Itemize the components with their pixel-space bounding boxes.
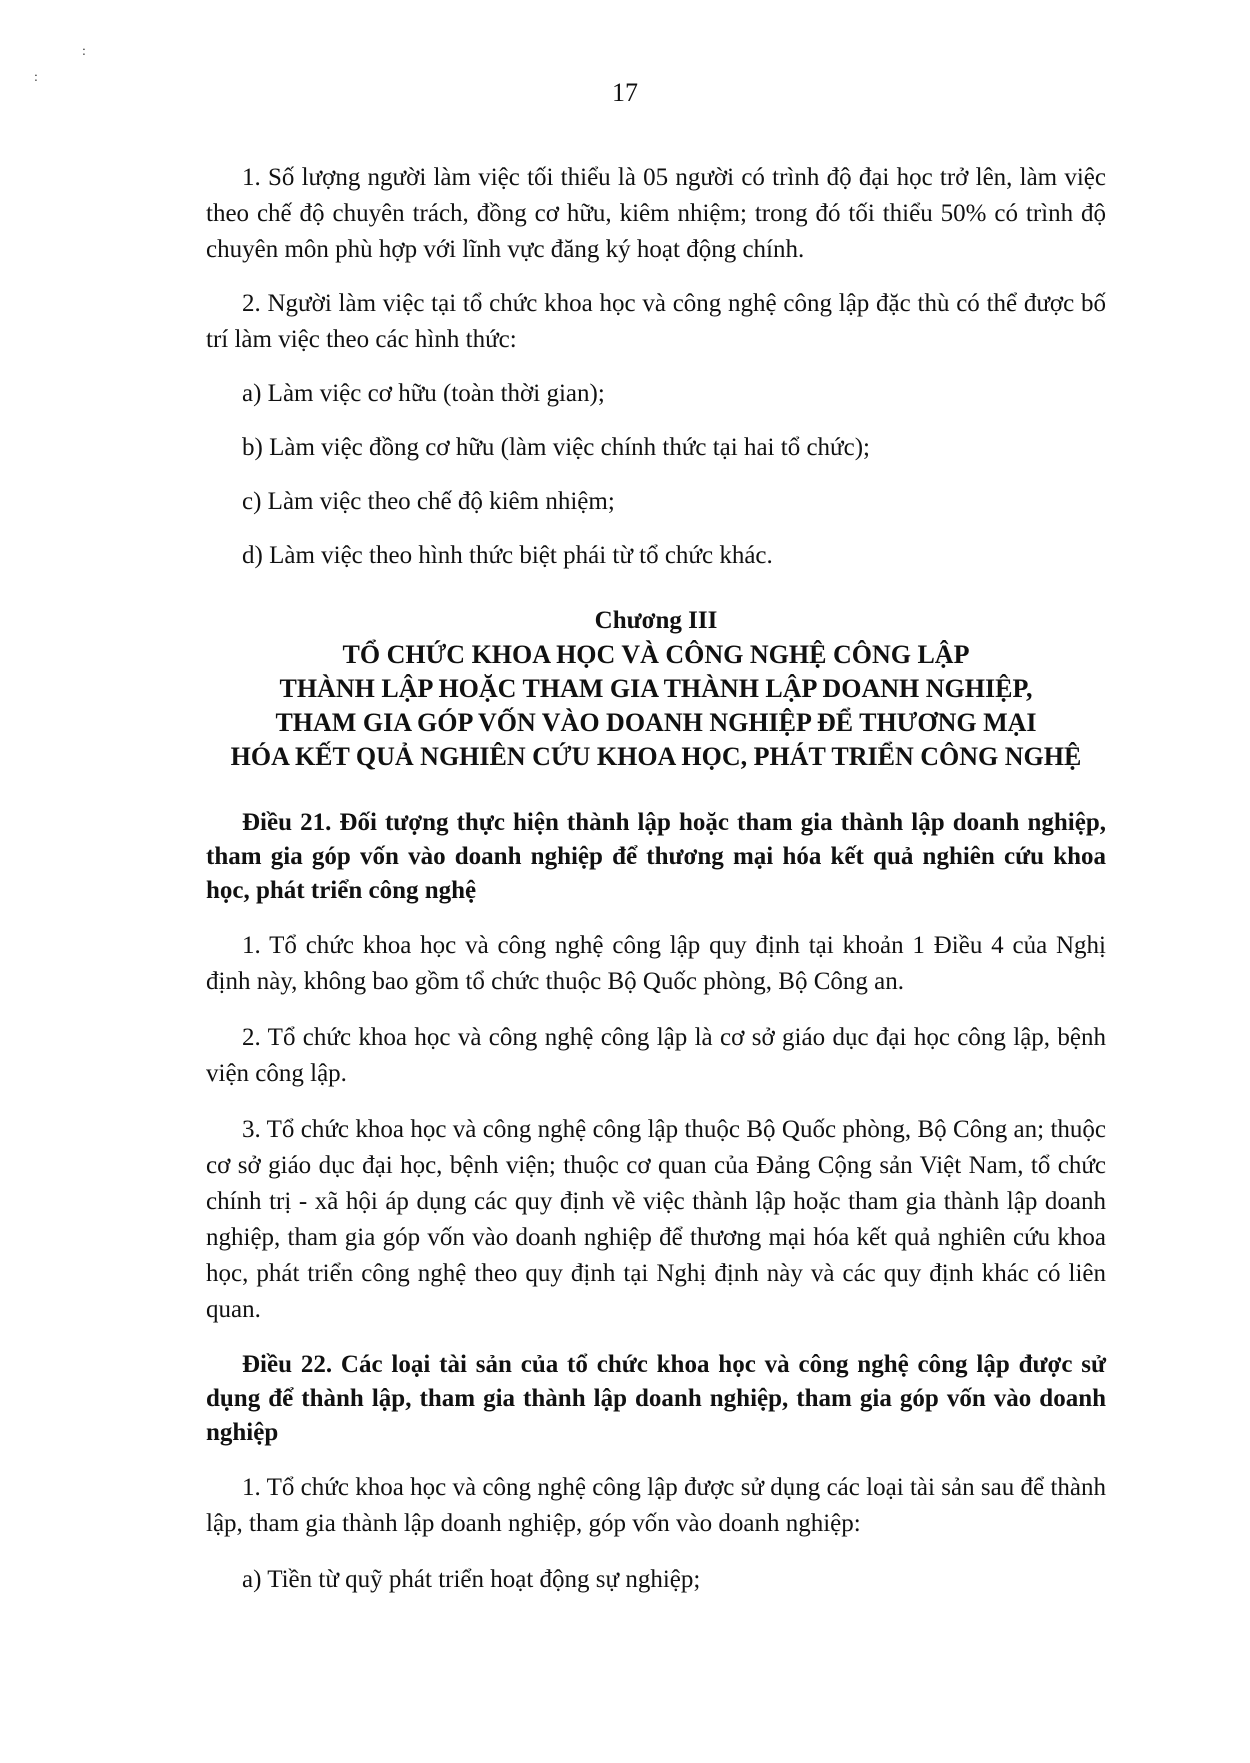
article-21-heading: Điều 21. Đối tượng thực hiện thành lập hoặc tham gia thành lập doanh nghiệp, tham gia góp vốn vào doanh nghiệp để thương mại hóa kết quả nghiên cứu khoa học, phát triển công nghệ <box>206 809 1106 904</box>
list-item: a) Làm việc cơ hữu (toàn thời gian); <box>242 380 605 407</box>
chapter-label: Chương III <box>594 607 718 634</box>
list-item: c) Làm việc theo chế độ kiêm nhiệm; <box>242 488 615 515</box>
document-body <box>206 160 1106 1598</box>
list-item: b) Làm việc đồng cơ hữu (làm việc chính thức tại hai tổ chức); <box>242 434 870 461</box>
chapter-title-line: THÀNH LẬP HOẶC THAM GIA THÀNH LẬP DOANH NGHIỆP, <box>279 674 1033 703</box>
article-21-clause: 3. Tổ chức khoa học và công nghệ công lập thuộc Bộ Quốc phòng, Bộ Công an; thuộc cơ sở giáo dục đại học, bệnh viện; thuộc cơ quan của Đảng Cộng sản Việt Nam, tổ chức chính trị - xã hội áp dụng các quy định về việc thành lập hoặc tham gia thành lập doanh nghiệp, tham gia góp vốn vào doanh nghiệp để thương mại hóa kết quả nghiên cứu khoa học, phát triển công nghệ theo quy định tại Nghị định này và các quy định khác có liên quan. <box>206 1116 1106 1323</box>
chapter-title-line: HÓA KẾT QUẢ NGHIÊN CỨU KHOA HỌC, PHÁT TRIỂN CÔNG NGHỆ <box>230 742 1082 771</box>
article-21-clause: 1. Tổ chức khoa học và công nghệ công lập quy định tại khoản 1 Điều 4 của Nghị định này, không bao gồm tổ chức thuộc Bộ Quốc phòng, Bộ Công an. <box>206 932 1106 995</box>
chapter-title-line: TỔ CHỨC KHOA HỌC VÀ CÔNG NGHỆ CÔNG LẬP <box>342 640 970 669</box>
scan-mark: : <box>82 44 86 59</box>
chapter-title-line: THAM GIA GÓP VỐN VÀO DOANH NGHIỆP ĐỂ THƯƠNG MẠI <box>275 708 1037 737</box>
article-22-clause: a) Tiền từ quỹ phát triển hoạt động sự nghiệp; <box>242 1566 701 1593</box>
article-22-heading: Điều 22. Các loại tài sản của tổ chức khoa học và công nghệ công lập được sử dụng để thành lập, tham gia thành lập doanh nghiệp, tham gia góp vốn vào doanh nghiệp <box>206 1351 1106 1446</box>
page-number: 17 <box>612 78 638 107</box>
chapter-heading <box>206 604 1106 774</box>
scan-mark: : <box>34 70 38 85</box>
paragraph-work-forms-intro: 2. Người làm việc tại tổ chức khoa học và công nghệ công lập đặc thù có thể được bố trí làm việc theo các hình thức: <box>206 290 1106 353</box>
paragraph-staff-minimum: 1. Số lượng người làm việc tối thiểu là 05 người có trình độ đại học trở lên, làm việc theo chế độ chuyên trách, đồng cơ hữu, kiêm nhiệm; trong đó tối thiểu 50% có trình độ chuyên môn phù hợp với lĩnh vực đăng ký hoạt động chính. <box>206 164 1106 263</box>
article-21-clause: 2. Tổ chức khoa học và công nghệ công lập là cơ sở giáo dục đại học công lập, bệnh viện công lập. <box>206 1024 1106 1087</box>
list-item: d) Làm việc theo hình thức biệt phái từ tổ chức khác. <box>242 542 773 569</box>
article-22-clause: 1. Tổ chức khoa học và công nghệ công lập được sử dụng các loại tài sản sau để thành lập, tham gia thành lập doanh nghiệp, góp vốn vào doanh nghiệp: <box>206 1474 1106 1537</box>
